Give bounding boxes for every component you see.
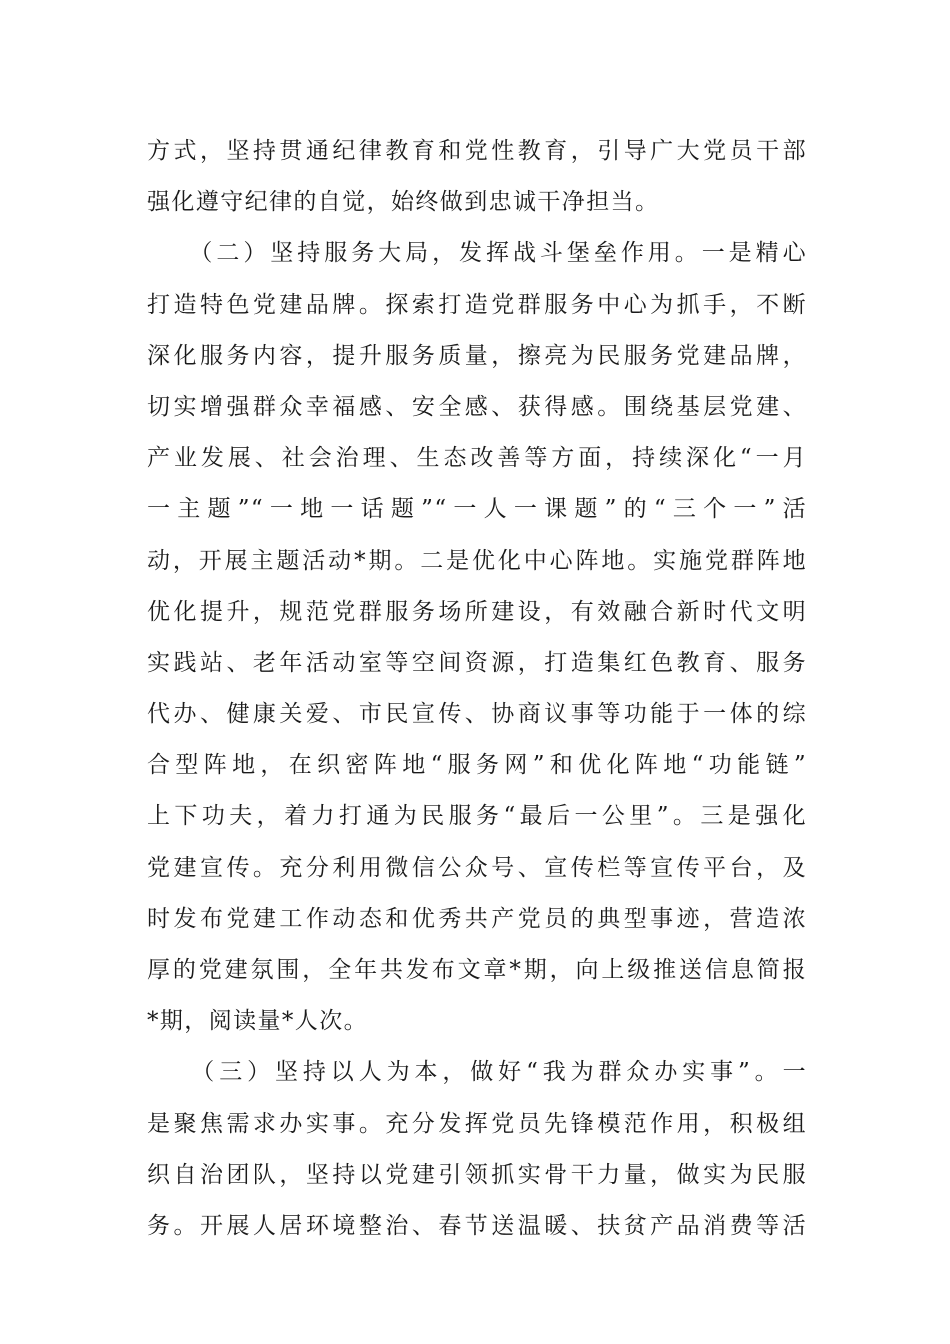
text-line: （三）坚持以人为本，做好“我为群众办实事”。一 <box>147 1059 807 1086</box>
text-line: 方式，坚持贯通纪律教育和党性教育，引导广大党员干部 <box>147 138 807 164</box>
text-line: 代办、健康关爱、市民宣传、协商议事等功能于一体的综 <box>147 701 807 728</box>
text-line: 是聚焦需求办实事。充分发挥党员先锋模范作用，积极组 <box>147 1110 807 1137</box>
text-line: 优化提升，规范党群服务场所建设，有效融合新时代文明 <box>147 598 807 625</box>
text-line: *期，阅读量*人次。 <box>147 1008 368 1035</box>
text-line: 动，开展主题活动*期。二是优化中心阵地。实施党群阵地 <box>147 547 807 574</box>
text-line: 党建宣传。充分利用微信公众号、宣传栏等宣传平台，及 <box>147 854 807 881</box>
text-line: 上下功夫，着力打通为民服务“最后一公里”。三是强化 <box>147 803 807 830</box>
text-line: 实践站、老年活动室等空间资源，打造集红色教育、服务 <box>147 649 807 676</box>
text-line: 务。开展人居环境整治、春节送温暖、扶贫产品消费等活 <box>147 1212 807 1239</box>
text-line: 厚的党建氛围，全年共发布文章*期，向上级推送信息简报 <box>147 957 807 983</box>
text-line: 时发布党建工作动态和优秀共产党员的典型事迹，营造浓 <box>147 905 807 932</box>
document-body <box>147 126 807 1252</box>
text-line: （二）坚持服务大局，发挥战斗堡垒作用。一是精心 <box>147 240 807 267</box>
text-line: 合型阵地，在织密阵地“服务网”和优化阵地“功能链” <box>147 752 807 779</box>
text-line: 切实增强群众幸福感、安全感、获得感。围绕基层党建、 <box>147 393 807 420</box>
text-line: 一主题”“一地一话题”“一人一课题”的“三个一”活 <box>147 496 807 523</box>
text-line: 深化服务内容，提升服务质量，擦亮为民服务党建品牌， <box>147 342 807 369</box>
text-line: 打造特色党建品牌。探索打造党群服务中心为抓手，不断 <box>147 291 807 318</box>
text-line: 产业发展、社会治理、生态改善等方面，持续深化“一月 <box>147 445 807 472</box>
text-line: 织自治团队，坚持以党建引领抓实骨干力量，做实为民服 <box>147 1161 807 1188</box>
text-line: 强化遵守纪律的自觉，始终做到忠诚干净担当。 <box>147 189 660 216</box>
